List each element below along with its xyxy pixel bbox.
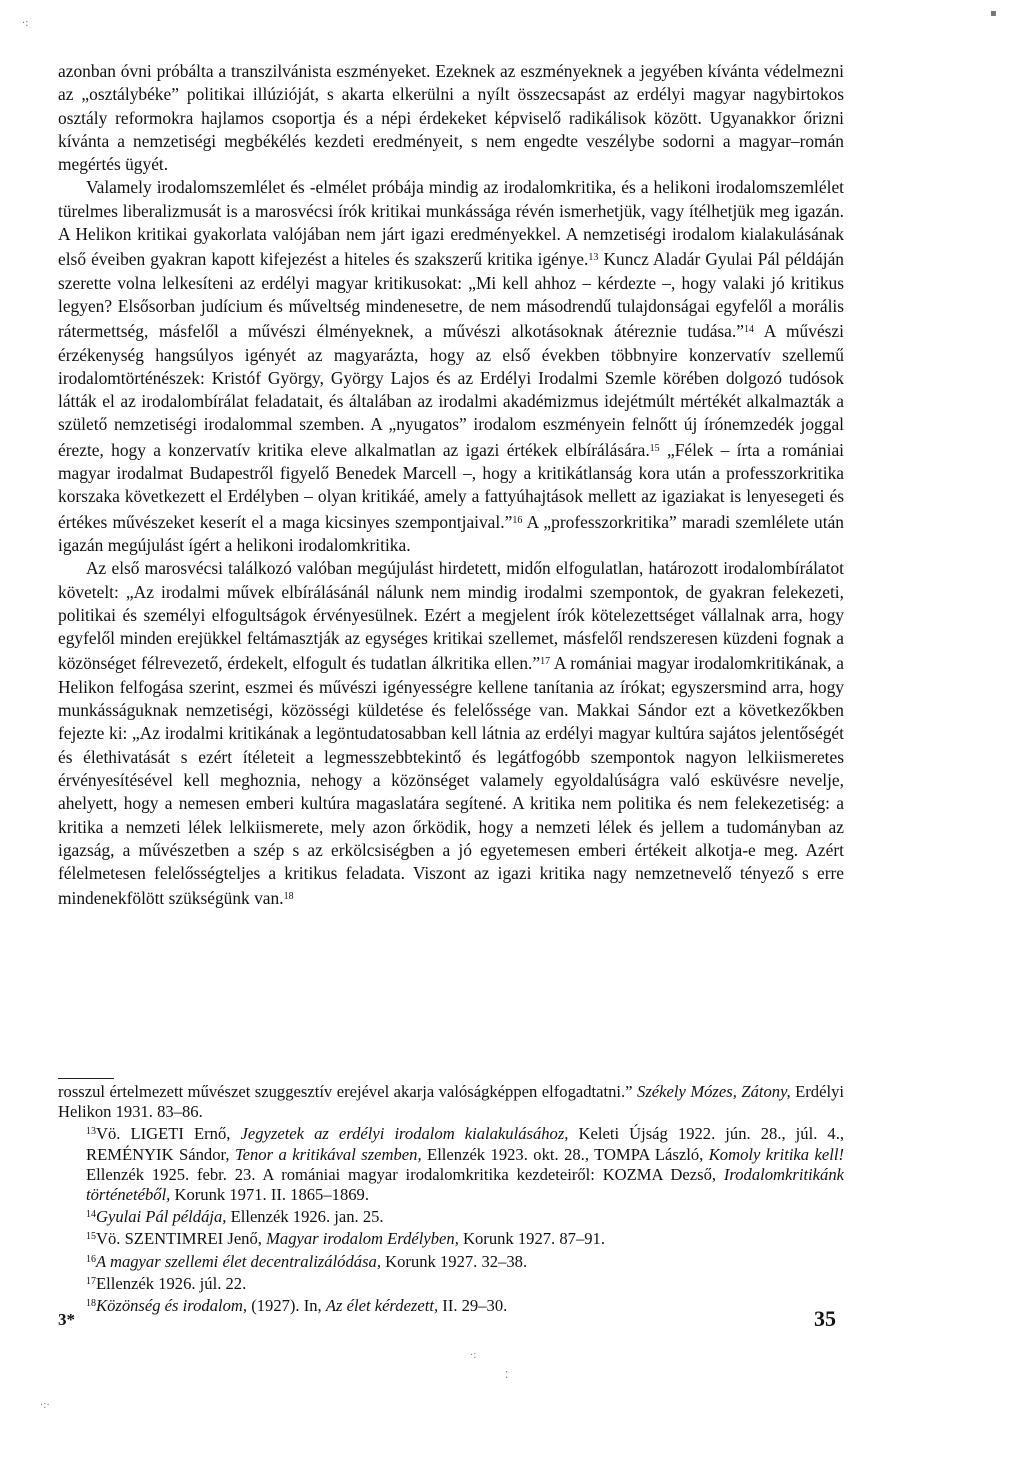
footnote-number: 16	[86, 1253, 96, 1265]
paragraph	[58, 557, 844, 910]
italic-title: Az élet kérdezett,	[325, 1296, 439, 1316]
footnote	[58, 1122, 844, 1205]
text-run: Vö. SZENTIMREI Jenő,	[96, 1229, 267, 1249]
text-run: A „professzorkritika” maradi szemlélete után igazán megújulást ígért a helikoni irodalomkritika.	[58, 511, 844, 555]
italic-title: Közönség és irodalom,	[96, 1296, 248, 1316]
text-run: azonban óvni próbálta a transzilvánista eszményeket. Ezeknek az eszményeknek a jegyében kívánta védelmezni az „osztálybéke” politikai illúzióját, s akarta elkerülni a nyílt összecsapást az erdélyi magyar nagybirtokos osztály reformokra hajlamos csoportja és a népi érdekeket képviselő radikálisok között. Ugyanakkor őrizni kívánta a nemzetiségi megbékélés kezdeti eredményeit, s nem engedte veszélybe sodorni a magyar–román megértés ügyét.	[58, 61, 844, 175]
text-run: Ellenzék 1925. febr. 23. A romániai magyar irodalomkritika kezdeteiről: KOZMA Dezső,	[86, 1164, 724, 1184]
italic-title: Irodalomkritikánk történetéből,	[86, 1164, 844, 1205]
paragraph	[58, 60, 844, 176]
footnote-ref: 14	[743, 324, 754, 336]
text-run: rosszul értelmezett művészet szuggesztív erejével akarja valóságképpen elfogadtatni.”	[58, 1082, 638, 1101]
italic-title: Székely Mózes, Zátony,	[637, 1082, 791, 1101]
footnote-number: 14	[86, 1209, 96, 1221]
scan-speck: ·:	[470, 1350, 477, 1361]
footnote-number: 17	[86, 1275, 96, 1287]
text-run: A romániai magyar irodalomkritikának, a Helikon felfogása szerint, eszmei és művészi igényességre kellene tanítania az írókat; egyszersmind arra, hogy munkásságuknak nemzetiségi, közösségi küldetése és felelőssége van. Makkai Sándor ezt a következőkben fejezte ki: „Az irodalmi kritikának a legöntudatosabban kell látnia az erdélyi magyar kultúra sajátos jelentőségét és élethivatását s ezért ítéleteit a legmesszebbtekintő és legátfogóbb szempontok nagyon lelkiismeretes érvényesítésével kell meghoznia, nehogy a közönséget valamely egyoldalúságra való esküvésre nevelje, ahelyett, hogy a nemesen emberi kultúra magaslatára segítené. A kritika nem politika és nem felekezetiség: a kritika a nemzeti lélek lelkiismerete, mely azon őrködik, hogy a nemzeti lélek és jellem a tudományban az igazság, a művészetben a szép s az erkölcsiségben a jó egyetemesen emberi értékeit alkotja-e meg. Azért félelmetesen felelősségteljes a kritikus feladata. Viszont az igazi kritika nagy nemzetnevelő tényező s erre mindenekfölött szükségünk van.	[58, 653, 844, 909]
text-run: Keleti Újság 1922. jún. 28., júl. 4., REMÉNYIK Sándor,	[86, 1124, 845, 1164]
text-run: Ellenzék 1923. okt. 28., TOMPA László,	[421, 1144, 709, 1164]
scan-speck: ·:·	[40, 1400, 50, 1411]
italic-title: Jegyzetek az erdélyi irodalom kialakulásához,	[240, 1124, 569, 1144]
footnote-ref: 13	[588, 252, 599, 264]
footnote	[58, 1250, 844, 1272]
footnote-separator	[58, 1078, 114, 1079]
scan-speck: ⁚	[505, 1370, 509, 1381]
text-run: Korunk 1971. II. 1865–1869.	[170, 1185, 369, 1205]
italic-title: A magyar szellemi élet decentralizálódása,	[96, 1251, 381, 1271]
footnote-number: 18	[86, 1298, 96, 1310]
italic-title: Gyulai Pál példája,	[96, 1207, 227, 1227]
footnote-ref: 18	[283, 891, 294, 903]
scan-speck: ▪	[990, 8, 997, 19]
italic-title: Komoly kritika kell!	[708, 1144, 844, 1164]
signature-mark: 3*	[58, 1310, 75, 1329]
footnote	[58, 1205, 844, 1227]
paragraph	[58, 176, 844, 557]
text-run: II. 29–30.	[438, 1296, 508, 1316]
scan-speck: ·:	[22, 18, 29, 29]
footnote-number: 13	[86, 1126, 96, 1138]
page-number: 35	[814, 1306, 836, 1331]
footnote-ref: 15	[649, 442, 660, 454]
text-run: Kuncz Aladár Gyulai Pál példáján szerette volna lelkesíteni az erdélyi magyar kritikusokat: „Mi kell ahhoz – kérdezte –, hogy valaki jó kritikus legyen? Elsősorban judícium és műveltség mindenesetre, de nem másodrendű tulajdonságai egyfelől a morális rátermettség, másfelől a művészi élményeknek, a művészi alkotásoknak átéreznie tudása.”	[58, 249, 844, 342]
text-run: Ellenzék 1926. júl. 22.	[96, 1273, 247, 1293]
footnotes	[58, 1082, 844, 1316]
main-text	[58, 60, 844, 911]
text-run: Erdélyi Helikon 1931. 83–86.	[58, 1082, 844, 1122]
text-run: Korunk 1927. 87–91.	[458, 1229, 605, 1249]
text-run: Vö. LIGETI Ernő,	[96, 1124, 241, 1144]
text-run: (1927). In,	[247, 1296, 326, 1316]
italic-title: Magyar irodalom Erdélyben,	[266, 1229, 459, 1249]
text-run: A művészi érzékenység hangsúlyos igényét az magyarázta, hogy az első években többnyire konzervatív szellemű irodalomtörténészek: Kristóf György, György Lajos és az Erdélyi Irodalmi Szemle körében dolgozó tudósok látták el az irodalombírálat feladatait, és általában az irodalmi akadémizmus idejétmúlt mértékét alkalmazták a születő nemzetiségi irodalommal szemben. A „nyugatos” irodalom eszményein felnőtt új írónemzedék joggal érezte, hogy a konzervatív kritika eleve alkalmatlan az igazi értékek elbírálására.	[58, 321, 844, 460]
footnote-ref: 17	[540, 656, 551, 668]
footnote	[58, 1272, 844, 1294]
text-run: Az első marosvécsi találkozó valóban megújulást hirdetett, midőn elfogulatlan, határozott irodalombírálatot követelt: „Az irodalmi művek elbírálásánál nálunk nem mindig irodalmi szempontok, de gyakran felekezeti, politikai és személyi elfogultságok érvényesülnek. Ezért a megjelent írók kötelezettséget vállalnak arra, hogy egyfelől minden erejükkel feltámasztják az egységes kritikai szellemet, másfelől rendszeresen küzdeni fognak a közönséget félrevezető, érdekelt, elfogult és tudatlan álkritika ellen.”	[58, 558, 844, 674]
footnote-number: 15	[86, 1231, 96, 1243]
text-run: „Félek – írta a romániai magyar irodalmat Budapestről figyelő Benedek Marcell –, hogy a kritikátlanság kora után a professzorkritika korszaka következett el Erdélyben – olyan kritikáé, amely a fattyúhajtások mellett az igaziakat is lenyesegeti és értékes művészeket keserít el a maga kicsinyes szempontjaival.”	[58, 439, 844, 532]
text-run: Ellenzék 1926. jan. 25.	[226, 1207, 384, 1227]
footnote	[58, 1294, 844, 1316]
text-run: Valamely irodalomszemlélet és -elmélet próbája mindig az irodalomkritika, és a helikoni irodalomszemlélet türelmes liberalizmusát is a marosvécsi írók kritikai munkássága révén ismerhetjük, vagy ítélhetjük meg igazán. A Helikon kritikai gyakorlata valójában nem járt igazi eredményekkel. A nemzetiségi irodalom kialakulásának első éveiben gyakran kapott kifejezést a hiteles és szakszerű kritika igénye.	[58, 177, 844, 270]
footnote	[58, 1082, 844, 1122]
italic-title: Tenor a kritikával szemben,	[234, 1144, 422, 1164]
footnote	[58, 1227, 844, 1249]
footnote-ref: 16	[512, 514, 523, 526]
text-run: Korunk 1927. 32–38.	[380, 1251, 528, 1271]
